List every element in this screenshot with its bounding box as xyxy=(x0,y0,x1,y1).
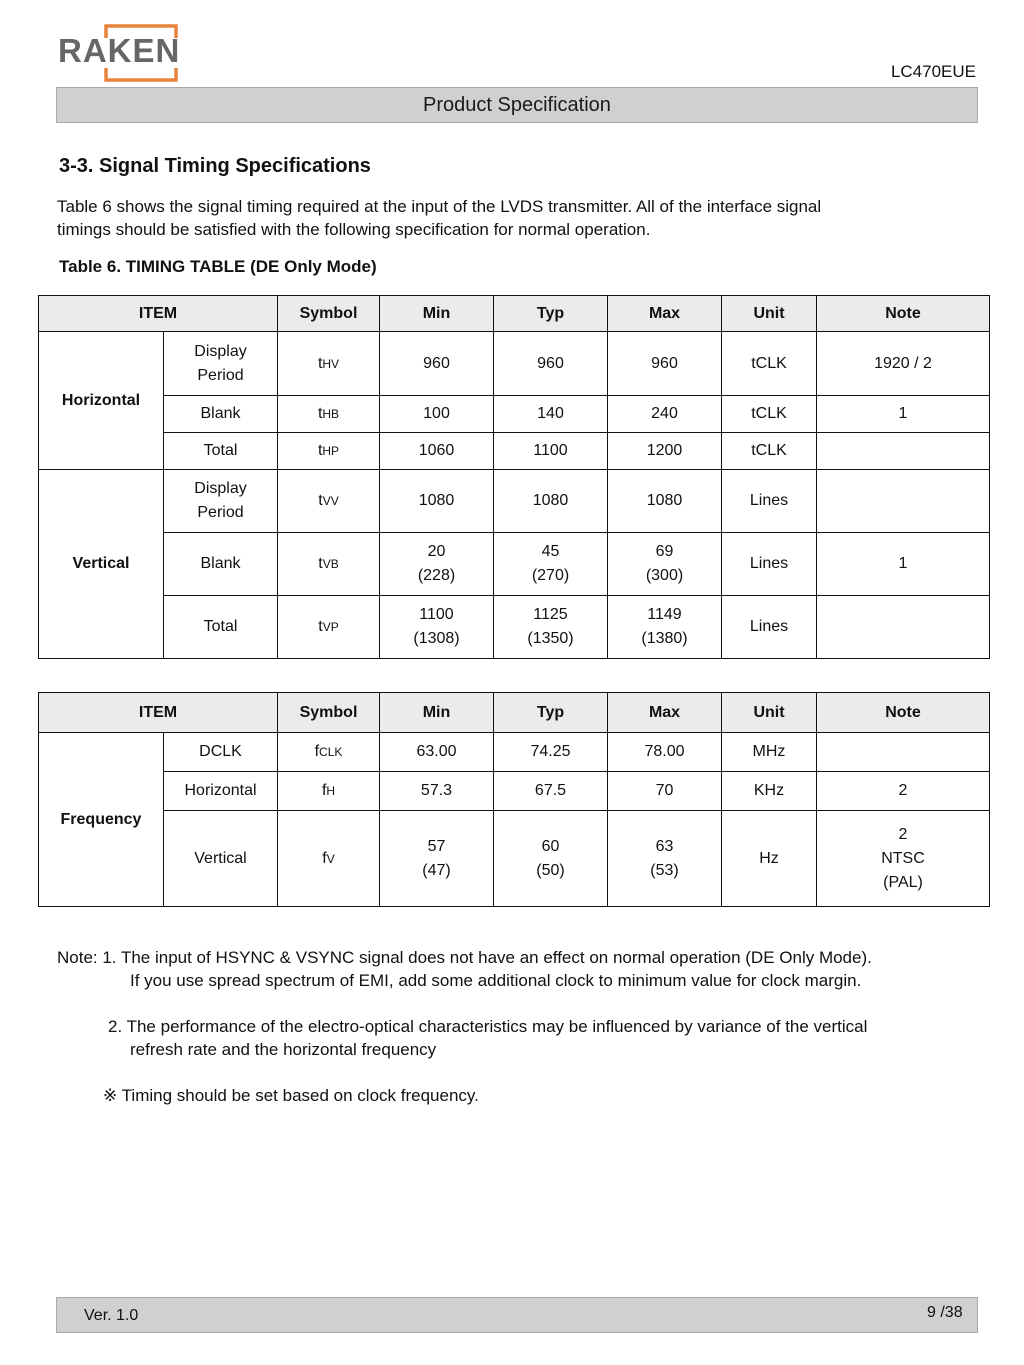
intro-line: Table 6 shows the signal timing required at the input of the LVDS transmitter. All of the interface signal xyxy=(57,197,822,216)
unit-cell: MHz xyxy=(722,733,817,772)
min-cell: 57 (47) xyxy=(380,811,494,907)
raken-logo xyxy=(58,24,182,82)
typ-cell: 74.25 xyxy=(494,733,608,772)
note-1-line: Note: 1. The input of HSYNC & VSYNC signal does not have an effect on normal operation (DE Only Mode). xyxy=(57,948,872,967)
symbol-cell: fV xyxy=(278,811,380,907)
min-cell: 1060 xyxy=(380,433,494,470)
symbol-cell: tHP xyxy=(278,433,380,470)
typ-cell: 45 (270) xyxy=(494,533,608,596)
footer-bar xyxy=(56,1297,978,1333)
note-cell: 2 xyxy=(817,772,990,811)
min-cell: 57.3 xyxy=(380,772,494,811)
table-row xyxy=(39,596,990,659)
col-note: Note xyxy=(817,296,990,332)
table-row xyxy=(39,733,990,772)
table-row xyxy=(39,811,990,907)
max-cell: 240 xyxy=(608,396,722,433)
table-header-row xyxy=(39,693,990,733)
note-1-line: If you use spread spectrum of EMI, add some additional clock to minimum value for clock margin. xyxy=(130,971,862,990)
typ-cell: 67.5 xyxy=(494,772,608,811)
min-cell: 1100 (1308) xyxy=(380,596,494,659)
note-cell: 1 xyxy=(817,396,990,433)
note-2-line: 2. The performance of the electro-optical characteristics may be influenced by variance of the vertical xyxy=(108,1017,868,1036)
col-typ: Typ xyxy=(494,296,608,332)
col-item: ITEM xyxy=(39,296,278,332)
intro-line: timings should be satisfied with the following specification for normal operation. xyxy=(57,220,651,239)
item-cell: Display Period xyxy=(164,470,278,533)
min-cell: 100 xyxy=(380,396,494,433)
typ-cell: 60 (50) xyxy=(494,811,608,907)
item-cell: Blank xyxy=(164,533,278,596)
unit-cell: Lines xyxy=(722,596,817,659)
max-cell: 69 (300) xyxy=(608,533,722,596)
typ-cell: 140 xyxy=(494,396,608,433)
notes xyxy=(57,946,997,1107)
typ-cell: 1080 xyxy=(494,470,608,533)
typ-cell: 1125 (1350) xyxy=(494,596,608,659)
typ-cell: 960 xyxy=(494,332,608,396)
symbol-cell: tHV xyxy=(278,332,380,396)
max-cell: 1080 xyxy=(608,470,722,533)
max-cell: 1200 xyxy=(608,433,722,470)
unit-cell: tCLK xyxy=(722,332,817,396)
symbol-cell: tVP xyxy=(278,596,380,659)
unit-cell: tCLK xyxy=(722,396,817,433)
table-row xyxy=(39,433,990,470)
max-cell: 63 (53) xyxy=(608,811,722,907)
symbol-cell: tVB xyxy=(278,533,380,596)
max-cell: 70 xyxy=(608,772,722,811)
symbol-cell: tHB xyxy=(278,396,380,433)
symbol-cell: tVV xyxy=(278,470,380,533)
table-row xyxy=(39,772,990,811)
min-cell: 960 xyxy=(380,332,494,396)
col-symbol: Symbol xyxy=(278,693,380,733)
max-cell: 1149 (1380) xyxy=(608,596,722,659)
note-cell xyxy=(817,596,990,659)
unit-cell: KHz xyxy=(722,772,817,811)
table-row xyxy=(39,396,990,433)
note-2-line: refresh rate and the horizontal frequency xyxy=(130,1040,437,1059)
item-cell: Total xyxy=(164,433,278,470)
item-cell: Total xyxy=(164,596,278,659)
group-horizontal: Horizontal xyxy=(39,332,164,470)
table-row xyxy=(39,332,990,396)
col-unit: Unit xyxy=(722,296,817,332)
unit-cell: tCLK xyxy=(722,433,817,470)
timing-table xyxy=(38,295,990,659)
unit-cell: Hz xyxy=(722,811,817,907)
col-max: Max xyxy=(608,693,722,733)
table-row xyxy=(39,470,990,533)
note-cell: 2 NTSC (PAL) xyxy=(817,811,990,907)
col-symbol: Symbol xyxy=(278,296,380,332)
note-cell xyxy=(817,433,990,470)
footer-version: Ver. 1.0 xyxy=(84,1307,139,1324)
section-title: 3-3. Signal Timing Specifications xyxy=(59,155,371,177)
logo-text: RAKEN xyxy=(58,32,181,69)
col-item: ITEM xyxy=(39,693,278,733)
symbol-cell: fCLK xyxy=(278,733,380,772)
footer-page-number: 9 /38 xyxy=(927,1304,963,1321)
col-max: Max xyxy=(608,296,722,332)
col-unit: Unit xyxy=(722,693,817,733)
col-typ: Typ xyxy=(494,693,608,733)
note-cell xyxy=(817,733,990,772)
item-cell: Horizontal xyxy=(164,772,278,811)
table-caption: Table 6. TIMING TABLE (DE Only Mode) xyxy=(59,257,377,276)
table-header-row xyxy=(39,296,990,332)
min-cell: 1080 xyxy=(380,470,494,533)
document-code: LC470EUE xyxy=(890,62,976,81)
item-cell: Display Period xyxy=(164,332,278,396)
frequency-table xyxy=(38,692,990,907)
group-vertical: Vertical xyxy=(39,470,164,659)
note-3-line: ※ Timing should be set based on clock frequency. xyxy=(103,1086,479,1105)
typ-cell: 1100 xyxy=(494,433,608,470)
intro-paragraph xyxy=(57,195,957,241)
unit-cell: Lines xyxy=(722,470,817,533)
note-cell: 1920 / 2 xyxy=(817,332,990,396)
item-cell: DCLK xyxy=(164,733,278,772)
min-cell: 63.00 xyxy=(380,733,494,772)
note-cell: 1 xyxy=(817,533,990,596)
col-note: Note xyxy=(817,693,990,733)
group-frequency: Frequency xyxy=(39,733,164,907)
item-cell: Vertical xyxy=(164,811,278,907)
item-cell: Blank xyxy=(164,396,278,433)
max-cell: 78.00 xyxy=(608,733,722,772)
max-cell: 960 xyxy=(608,332,722,396)
min-cell: 20 (228) xyxy=(380,533,494,596)
unit-cell: Lines xyxy=(722,533,817,596)
col-min: Min xyxy=(380,693,494,733)
symbol-cell: fH xyxy=(278,772,380,811)
note-cell xyxy=(817,470,990,533)
table-row xyxy=(39,533,990,596)
header-title: Product Specification xyxy=(423,93,611,116)
col-min: Min xyxy=(380,296,494,332)
header-bar xyxy=(56,87,978,123)
